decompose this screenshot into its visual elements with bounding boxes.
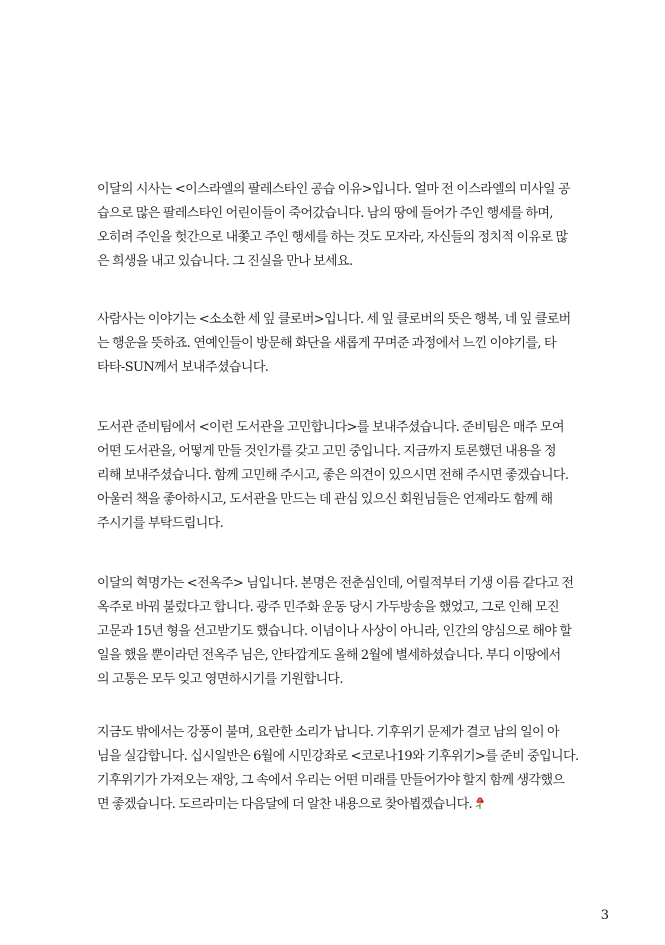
paragraph-line-text: 면 좋겠습니다. 도르라미는 다음달에 더 알찬 내용으로 찾아뵙겠습니다. xyxy=(97,797,473,812)
paragraph-line: 의 고통은 모두 잊고 영면하시기를 기원합니다. xyxy=(97,672,343,687)
paragraph-line: 도서관 준비팀에서 <이런 도서관을 고민합니다>를 보내주셨습니다. 준비팀은 매주 모여 xyxy=(97,420,564,435)
paragraph-line: 사람사는 이야기는 <소소한 세 잎 클로버>입니다. 세 잎 클로버의 뜻은 행복, 네 잎 클로버 xyxy=(97,312,571,327)
paragraph-line: 고문과 15년 형을 선고받기도 했습니다. 이념이나 사상이 아니라, 인간의 양심으로 해야 할 xyxy=(97,624,572,639)
paragraph-line: 옥주로 바꿔 불렀다고 합니다. 광주 민주화 운동 당시 가두방송을 했었고, 그로 인해 모진 xyxy=(97,600,559,615)
paragraph-line: 어떤 도서관을, 어떻게 만들 것인가를 갖고 고민 중입니다. 지금까지 토론했던 내용을 정 xyxy=(97,444,556,459)
paragraph-line: 이달의 혁명가는 <전옥주> 님입니다. 본명은 전춘심인데, 어릴적부터 기생 이름 같다고 전 xyxy=(97,576,574,591)
paragraph-line: 타타-SUN께서 보내주셨습니다. xyxy=(97,360,269,375)
paragraph-current-affairs xyxy=(97,178,570,274)
paragraph-line: 님을 실감합니다. 십시일반은 6월에 시민강좌로 <코로나19와 기후위기>를 준비 중입니다. xyxy=(97,749,579,764)
paragraph-closing xyxy=(97,721,579,817)
paragraph-line: 기후위기가 가져오는 재앙, 그 속에서 우리는 어떤 미래를 만들어가야 할지 함께 생각했으 xyxy=(97,773,565,788)
paragraph-line: 이달의 시사는 <이스라엘의 팔레스타인 공습 이유>입니다. 얼마 전 이스라엘의 미사일 공 xyxy=(97,182,570,197)
paragraph-line: 는 행운을 뜻하죠. 연예인들이 방문해 화단을 새롭게 꾸며준 과정에서 느낀 이야기를, 타 xyxy=(97,336,556,351)
editorial-body xyxy=(97,178,579,844)
paragraph-line: 아울러 책을 좋아하시고, 도서관을 만드는 데 관심 있으신 회원님들은 언제라도 함께 해 xyxy=(97,492,553,507)
paragraph-people-story xyxy=(97,308,571,380)
paragraph-last-line xyxy=(97,793,563,817)
page-number: 3 xyxy=(600,908,609,923)
paragraph-line: 주시기를 부탁드립니다. xyxy=(97,516,224,531)
paragraph-line: 은 희생을 내고 있습니다. 그 진실을 만나 보세요. xyxy=(97,254,353,269)
paragraph-library-team xyxy=(97,416,569,536)
paragraph-line: 리해 보내주셨습니다. 함께 고민해 주시고, 좋은 의견이 있으시면 전해 주시면 좋겠습니다. xyxy=(97,468,569,483)
paragraph-line: 지금도 밖에서는 강풍이 불며, 요란한 소리가 납니다. 기후위기 문제가 결코 남의 일이 아 xyxy=(97,725,559,740)
flower-icon xyxy=(474,795,486,809)
paragraph-line: 오히려 주인을 헛간으로 내쫓고 주인 행세를 하는 것도 모자라, 자신들의 정치적 이유로 많 xyxy=(97,230,568,245)
paragraph-line: 습으로 많은 팔레스타인 어린이들이 죽어갔습니다. 남의 땅에 들어가 주인 행세를 하며, xyxy=(97,206,553,221)
paragraph-line: 일을 했을 뿐이라던 전옥주 님은, 안타깝게도 올해 2월에 별세하셨습니다. 부디 이땅에서 xyxy=(97,648,561,663)
paragraph-revolutionary xyxy=(97,572,574,692)
